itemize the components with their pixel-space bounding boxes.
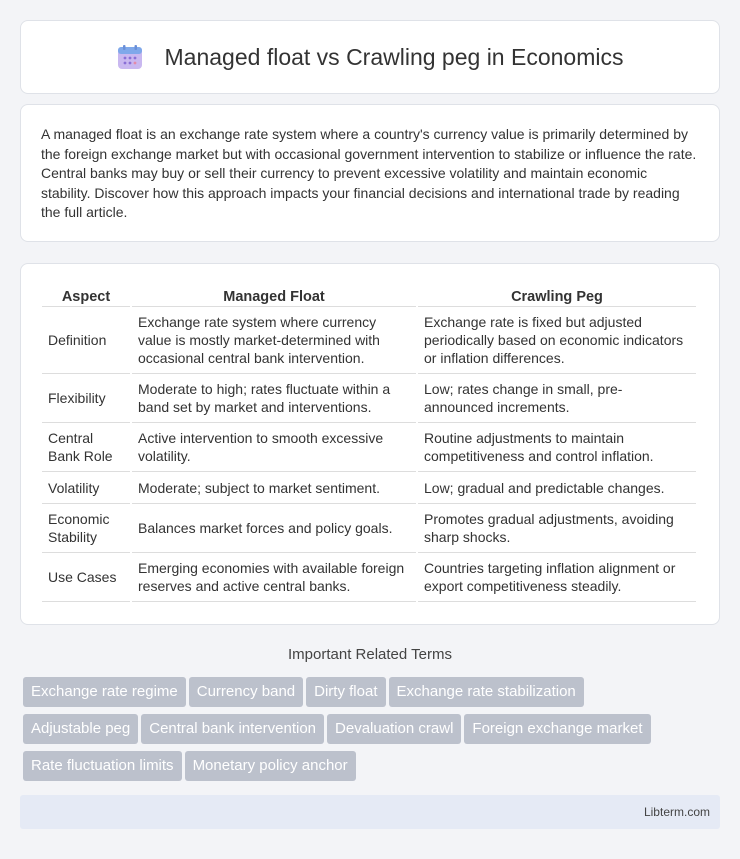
cell-aspect: Use Cases <box>42 553 130 602</box>
related-terms-title: Important Related Terms <box>288 646 452 663</box>
table-row <box>42 307 696 374</box>
related-term-tag[interactable]: Central bank intervention <box>141 714 324 744</box>
related-term-tag[interactable]: Rate fluctuation limits <box>23 751 182 781</box>
cell-aspect: Economic Stability <box>42 504 130 553</box>
related-term-tag[interactable]: Adjustable peg <box>23 714 138 744</box>
related-term-tag[interactable]: Currency band <box>189 677 303 707</box>
cell-crawling-peg: Countries targeting inflation alignment or export competitiveness steadily. <box>418 553 696 602</box>
cell-managed-float: Active intervention to smooth excessive volatility. <box>132 423 416 472</box>
table-row <box>42 423 696 472</box>
title-card <box>20 20 720 94</box>
header-aspect: Aspect <box>42 286 130 307</box>
comparison-table <box>40 286 698 602</box>
related-term-tag[interactable]: Foreign exchange market <box>464 714 650 744</box>
related-term-tag[interactable]: Exchange rate regime <box>23 677 186 707</box>
cell-crawling-peg: Low; rates change in small, pre-announced increments. <box>418 374 696 423</box>
table-row <box>42 374 696 423</box>
cell-managed-float: Balances market forces and policy goals. <box>132 504 416 553</box>
cell-aspect: Flexibility <box>42 374 130 423</box>
cell-aspect: Volatility <box>42 472 130 504</box>
header-crawling-peg: Crawling Peg <box>418 286 696 307</box>
related-term-tag[interactable]: Devaluation crawl <box>327 714 461 744</box>
related-term-tag[interactable]: Exchange rate stabilization <box>389 677 584 707</box>
related-term-tag[interactable]: Monetary policy anchor <box>185 751 356 781</box>
table-row <box>42 504 696 553</box>
cell-aspect: Definition <box>42 307 130 374</box>
cell-managed-float: Moderate to high; rates fluctuate within a band set by market and interventions. <box>132 374 416 423</box>
calendar-icon <box>117 44 143 70</box>
cell-aspect: Central Bank Role <box>42 423 130 472</box>
header-managed-float: Managed Float <box>132 286 416 307</box>
table-header-row <box>42 286 696 307</box>
page-title: Managed float vs Crawling peg in Economics <box>164 43 624 70</box>
cell-crawling-peg: Exchange rate is fixed but adjusted periodically based on economic indicators or inflation differences. <box>418 307 696 374</box>
footer <box>20 795 720 829</box>
cell-crawling-peg: Routine adjustments to maintain competitiveness and control inflation. <box>418 423 696 472</box>
footer-source[interactable]: Libterm.com <box>643 805 710 819</box>
related-terms-list <box>23 677 723 788</box>
cell-managed-float: Emerging economies with available foreign reserves and active central banks. <box>132 553 416 602</box>
cell-crawling-peg: Low; gradual and predictable changes. <box>418 472 696 504</box>
table-row <box>42 472 696 504</box>
table-row <box>42 553 696 602</box>
cell-crawling-peg: Promotes gradual adjustments, avoiding sharp shocks. <box>418 504 696 553</box>
comparison-table-card <box>20 263 720 625</box>
cell-managed-float: Exchange rate system where currency value is mostly market-determined with occasional central bank intervention. <box>132 307 416 374</box>
intro-text: A managed float is an exchange rate system where a country's currency value is primarily determined by the foreign exchange market but with occasional government intervention to stabilize or influence the rate. Central banks may buy or sell their currency to prevent excessive volatility and maintain economic stability. Discover how this approach impacts your financial decisions and international trade by reading the full article. <box>41 126 697 220</box>
intro-card <box>20 104 720 242</box>
cell-managed-float: Moderate; subject to market sentiment. <box>132 472 416 504</box>
related-term-tag[interactable]: Dirty float <box>306 677 385 707</box>
